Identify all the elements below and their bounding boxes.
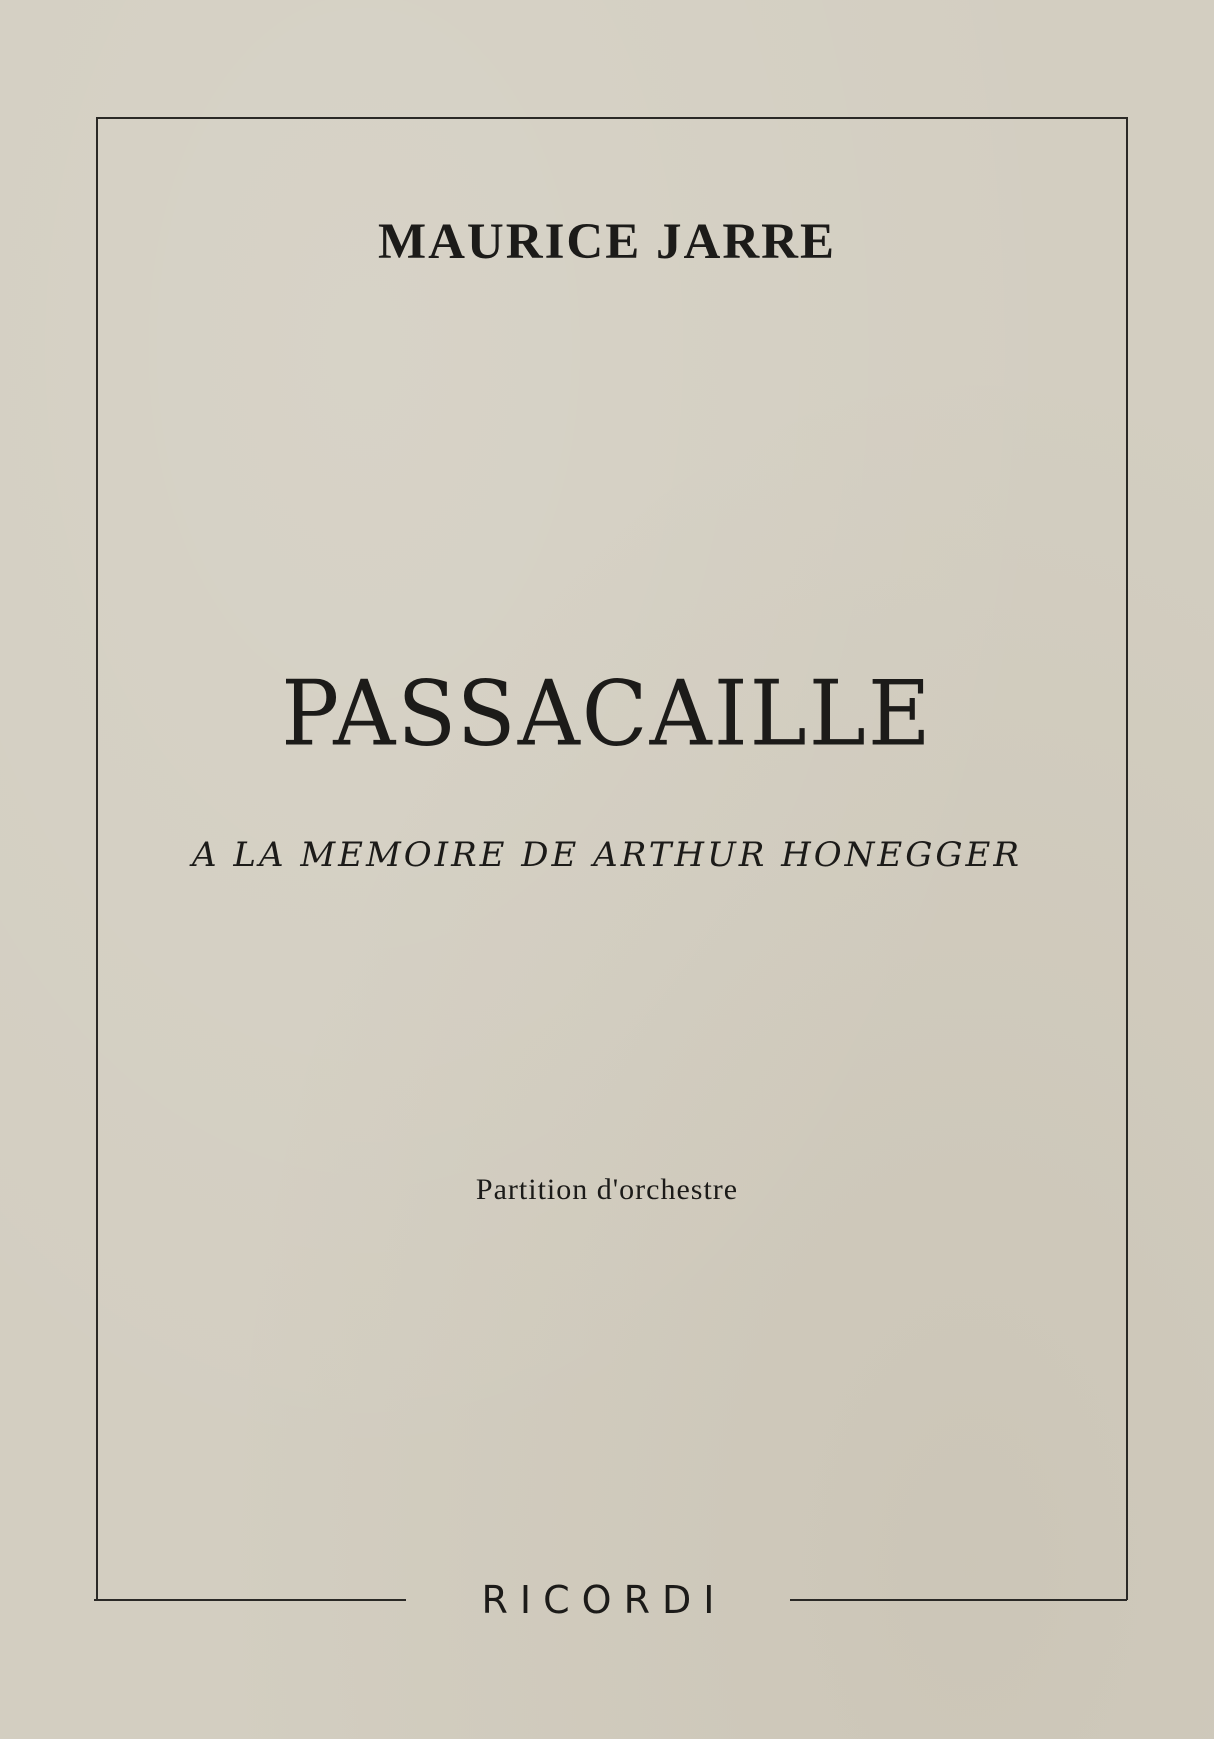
composer-name: MAURICE JARRE (377, 214, 837, 270)
score-type: Partition d'orchestre (475, 1173, 739, 1206)
bottom-rule-left (94, 1599, 406, 1601)
publisher-name: RICORDI (481, 1578, 727, 1622)
work-title: PASSACAILLE (281, 661, 933, 767)
bottom-rule-right (790, 1599, 1127, 1601)
dedication: A LA MEMOIRE DE ARTHUR HONEGGER (192, 835, 1022, 875)
